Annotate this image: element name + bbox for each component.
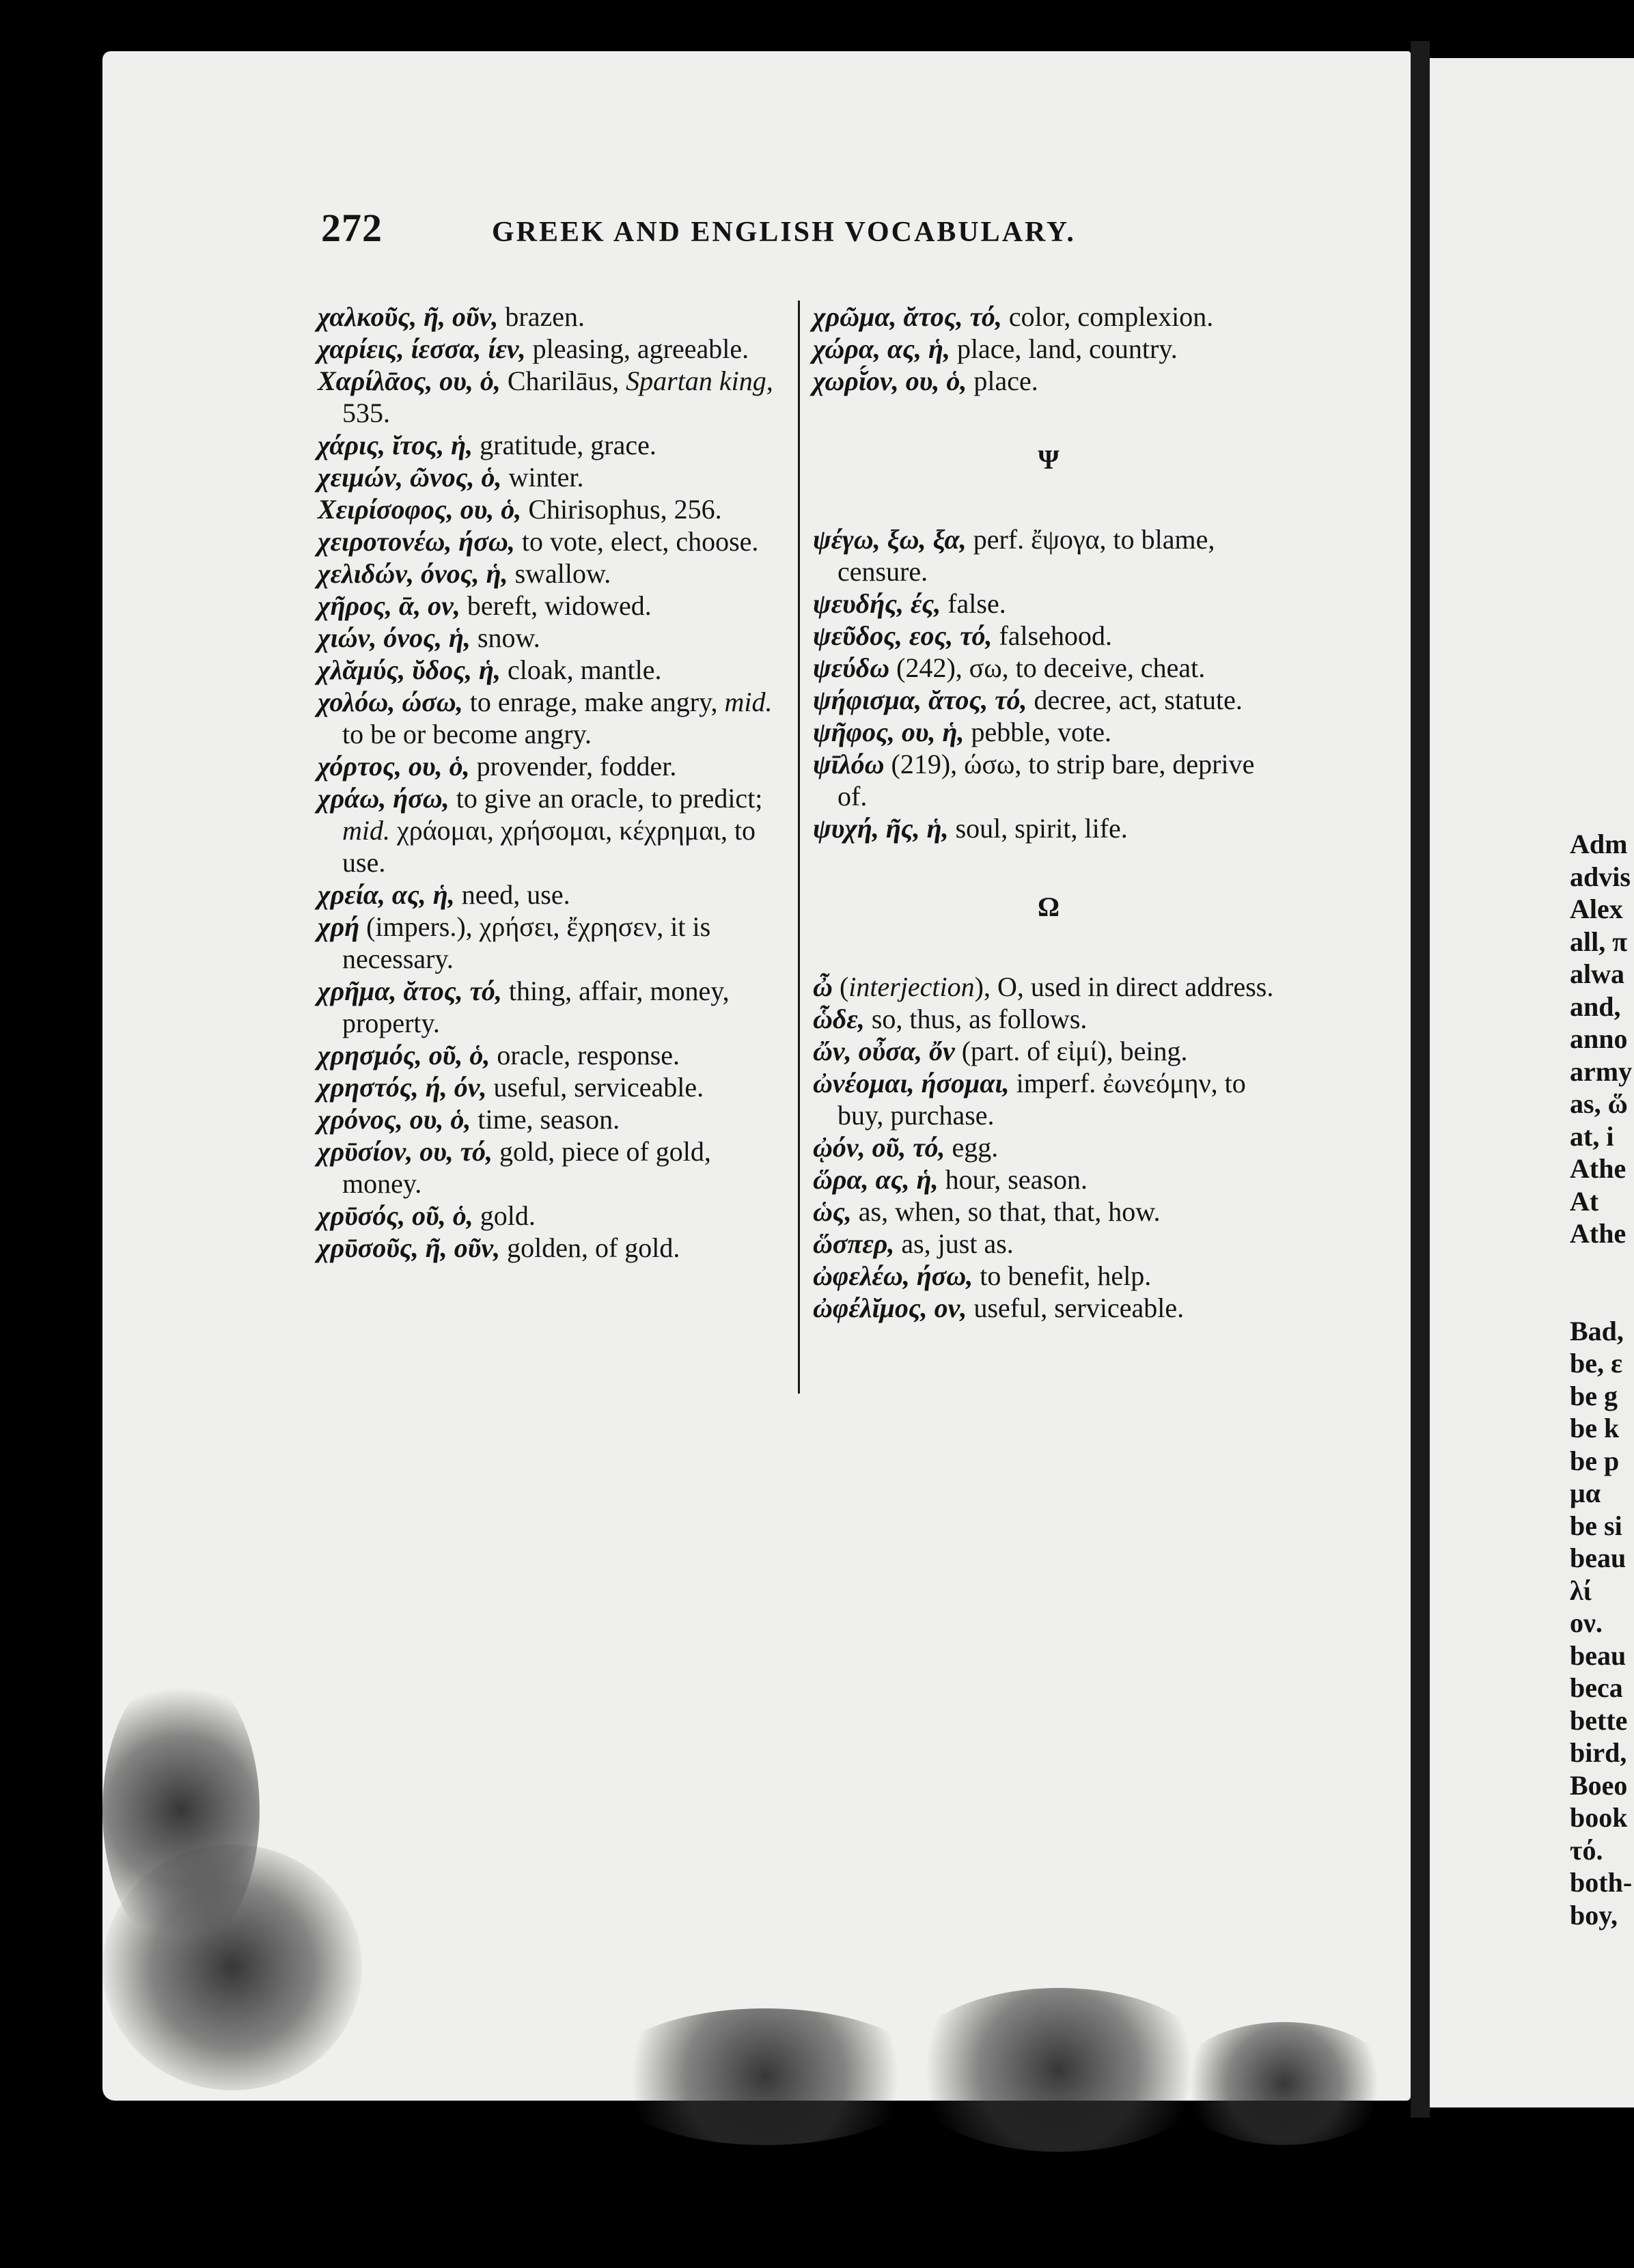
definition-italic: Spartan king,: [626, 365, 773, 396]
facing-line: be p: [1570, 1445, 1620, 1476]
definition: (219), ώσω, to strip bare, deprive of.: [837, 749, 1255, 812]
definition-tail: 535.: [342, 398, 390, 428]
definition: perf. ἔψογα, to blame, censure.: [837, 524, 1215, 587]
vocab-entry: [813, 652, 1284, 684]
definition: as, just as.: [894, 1228, 1014, 1259]
headword: χρῆμα, ᾰτος, τό,: [318, 976, 502, 1006]
definition: pleasing, agreeable.: [525, 333, 749, 364]
vocab-entry: [813, 748, 1284, 812]
headword: χρή: [318, 911, 360, 942]
page-gutter: [1411, 41, 1430, 2118]
vocab-entry: [318, 654, 786, 686]
headword: χρεία, ας, ἡ,: [318, 879, 455, 910]
vocab-entry: [813, 971, 1284, 1003]
definition: (part. of εἰμί), being.: [954, 1036, 1188, 1066]
headword: χειροτονέω, ήσω,: [318, 526, 515, 557]
vocab-entry: [813, 1195, 1284, 1228]
right-column: [813, 301, 1284, 1324]
definition: golden, of gold.: [500, 1232, 680, 1263]
definition: egg.: [945, 1132, 999, 1163]
facing-line: Alex: [1570, 894, 1623, 924]
headword: χράω, ήσω,: [318, 783, 449, 814]
vocab-entry: [318, 622, 786, 654]
headword: χῆρος, ᾱ, ον,: [318, 590, 460, 621]
headword: χωρῐ́ον, ου, ὁ,: [813, 365, 967, 396]
definition: brazen.: [498, 301, 585, 332]
headword: χειμών, ῶνος, ὁ,: [318, 462, 502, 493]
page-header: [321, 205, 1107, 260]
facing-line: anno: [1570, 1023, 1628, 1054]
definition: to enrage, make angry,: [462, 687, 725, 717]
definition: false.: [941, 588, 1006, 619]
headword: ψέγω, ξω, ξα,: [813, 524, 967, 555]
definition-tail: ), O, used in direct address.: [974, 971, 1274, 1002]
headword: ψήφισμα, ᾰτος, τό,: [813, 684, 1027, 715]
definition: thing, affair, money, property.: [342, 976, 730, 1038]
facing-line: be g: [1570, 1380, 1618, 1411]
definition: bereft, widowed.: [460, 590, 652, 621]
page-stain: [102, 1844, 362, 2090]
headword: χλᾰμύς, ῠδος, ἡ,: [318, 654, 501, 685]
headword: χρησμός, οῦ, ὁ,: [318, 1040, 490, 1070]
chi-entries: [813, 301, 1284, 397]
vocab-entry: [813, 301, 1284, 333]
vocab-entry: [813, 587, 1284, 620]
headword: χόρτος, ου, ὁ,: [318, 751, 470, 782]
headword: χαρίεις, ίεσσα, ίεν,: [318, 333, 526, 364]
definition: gold, piece of gold, money.: [342, 1136, 711, 1199]
vocab-entry: [318, 461, 786, 493]
headword: ὡς,: [813, 1196, 852, 1227]
vocab-entry: [318, 686, 786, 750]
facing-line: alwa: [1570, 958, 1624, 989]
facing-line: all, π: [1570, 926, 1628, 957]
headword: ὥσπερ,: [813, 1228, 895, 1259]
facing-line: boy,: [1570, 1899, 1618, 1931]
headword: ψυχή, ῆς, ἡ,: [813, 813, 949, 844]
facing-line: μα: [1570, 1478, 1601, 1508]
vocab-entry: [813, 1035, 1284, 1067]
vocab-entry: [318, 1135, 786, 1200]
vocab-entry: [318, 557, 786, 590]
definition: need, use.: [454, 879, 570, 910]
page-number: 272: [321, 206, 383, 250]
headword: χρόνος, ου, ὁ,: [318, 1104, 471, 1135]
headword: ψευδής, ές,: [813, 588, 941, 619]
facing-line: be k: [1570, 1413, 1620, 1443]
definition: gold.: [473, 1200, 536, 1231]
vocab-entry: [318, 1071, 786, 1103]
headword: ψῑλόω: [813, 749, 885, 779]
psi-entries: [813, 523, 1284, 844]
vocab-entry: [813, 1260, 1284, 1292]
facing-page-text: [1570, 828, 1632, 1931]
facing-line: [1570, 1250, 1632, 1283]
facing-line: bird,: [1570, 1737, 1627, 1768]
section-heading-psi: Ψ: [1038, 444, 1060, 475]
definition: winter.: [501, 462, 584, 493]
definition: to give an oracle, to predict;: [449, 783, 763, 814]
definition: oracle, response.: [490, 1040, 680, 1070]
headword: χαλκοῦς, ῆ, οῦν,: [318, 301, 499, 332]
vocab-entry: [318, 911, 786, 975]
definition-italic: interjection: [848, 971, 975, 1002]
facing-line: advis: [1570, 861, 1631, 892]
headword: Χαρίλᾱος, ου, ὁ,: [318, 365, 501, 396]
definition: pebble, vote.: [964, 717, 1111, 747]
vocab-entry: [813, 333, 1284, 365]
definition: gratitude, grace.: [473, 430, 656, 460]
vocab-entry: [318, 333, 786, 365]
vocab-entry: [813, 365, 1284, 397]
column-rule: [798, 301, 800, 1394]
headword: χρῡσός, οῦ, ὁ,: [318, 1200, 473, 1231]
definition: imperf. ἐωνεόμην, to buy, purchase.: [837, 1068, 1246, 1131]
vocab-entry: [318, 301, 786, 333]
page-stain: [1175, 2022, 1394, 2145]
headword: ὥρα, ας, ἡ,: [813, 1164, 939, 1195]
definition: soul, spirit, life.: [948, 813, 1128, 844]
definition: useful, serviceable.: [967, 1292, 1185, 1323]
vocab-entry: [813, 523, 1284, 587]
vocab-entry: [318, 1200, 786, 1232]
headword: χρῡσοῦς, ῆ, οῦν,: [318, 1232, 501, 1263]
facing-line: be, ε: [1570, 1348, 1623, 1379]
facing-line: Athe: [1570, 1218, 1626, 1249]
facing-line: at, i: [1570, 1120, 1614, 1152]
facing-line: Boeo: [1570, 1769, 1628, 1801]
definition: to vote, elect, choose.: [514, 526, 759, 557]
headword: χάρις, ῐτος, ἡ,: [318, 430, 473, 460]
vocab-entry: [318, 429, 786, 461]
vocab-entry: [813, 1228, 1284, 1260]
facing-line: Adm: [1570, 829, 1628, 859]
definition-tail: χράομαι, χρήσομαι, κέχρημαι, to use.: [342, 815, 756, 878]
vocab-entry: [318, 365, 786, 429]
vocab-entry: [318, 750, 786, 782]
headword: ὠφελέω, ήσω,: [813, 1260, 973, 1291]
definition: (: [832, 971, 849, 1002]
headword: χολόω, ώσω,: [318, 687, 463, 717]
definition: falsehood.: [992, 620, 1112, 651]
omega-entries: [813, 971, 1284, 1324]
vocab-entry: [813, 1067, 1284, 1131]
definition: color, complexion.: [1001, 301, 1214, 332]
page-stain: [601, 2008, 929, 2145]
definition: place.: [967, 365, 1038, 396]
vocab-entry: [318, 975, 786, 1039]
definition: cloak, mantle.: [501, 654, 662, 685]
definition: hour, season.: [938, 1164, 1088, 1195]
definition: Charilāus,: [500, 365, 626, 396]
facing-line: [1570, 1282, 1632, 1315]
headword: χελιδών, όνος, ἡ,: [318, 558, 508, 589]
vocab-entry: [318, 782, 786, 879]
vocab-entry: [813, 1163, 1284, 1195]
facing-line: beca: [1570, 1672, 1623, 1703]
headword: ψῆφος, ου, ἡ,: [813, 717, 965, 747]
vocab-entry: [813, 1131, 1284, 1163]
definition: place, land, country.: [950, 333, 1178, 364]
facing-line: army: [1570, 1055, 1633, 1087]
definition: snow.: [470, 622, 540, 653]
headword: χρῡσίον, ου, τό,: [318, 1136, 493, 1167]
running-head: GREEK AND ENGLISH VOCABULARY.: [492, 217, 1076, 248]
definition: Chirisophus, 256.: [521, 494, 722, 525]
vocab-entry: [318, 879, 786, 911]
facing-line: Bad,: [1570, 1315, 1624, 1346]
headword: ὦ: [813, 971, 833, 1002]
headword: ψεύδω: [813, 652, 890, 683]
definition: so, thus, as follows.: [864, 1004, 1088, 1034]
headword: Χειρίσοφος, ου, ὁ,: [318, 494, 522, 525]
vocab-entry: [813, 684, 1284, 716]
definition: swallow.: [508, 558, 611, 589]
headword: χρῶμα, ᾰτος, τό,: [813, 301, 1002, 332]
headword: ᾠόν, οῦ, τό,: [813, 1132, 945, 1163]
vocab-entry: [318, 1103, 786, 1135]
section-heading-omega: Ω: [1037, 891, 1060, 922]
vocab-entry: [813, 1003, 1284, 1035]
definition: provender, fodder.: [469, 751, 677, 782]
definition: (242), σω, to deceive, cheat.: [889, 652, 1206, 683]
headword: ὠφέλῐμος, ον,: [813, 1292, 967, 1323]
vocab-entry: [318, 493, 786, 525]
headword: ὠνέομαι, ήσομαι,: [813, 1068, 1010, 1098]
definition-italic: mid.: [724, 687, 773, 717]
definition: (impers.), χρήσει, ἔχρησεν, it is necessary.: [342, 911, 711, 974]
facing-line: be si: [1570, 1510, 1622, 1541]
headword: χρηστός, ή, όν,: [318, 1072, 487, 1103]
headword: ὤν, οὖσα, ὄν: [813, 1036, 955, 1066]
headword: ψεῦδος, εος, τό,: [813, 620, 993, 651]
definition: time, season.: [471, 1104, 620, 1135]
definition: as, when, so that, that, how.: [851, 1196, 1161, 1227]
definition: decree, act, statute.: [1027, 684, 1243, 715]
vocab-entry: [813, 812, 1284, 844]
facing-line: ον.: [1570, 1607, 1603, 1638]
facing-line: beau: [1570, 1543, 1626, 1573]
headword: ὧδε,: [813, 1004, 865, 1034]
facing-line: Athe: [1570, 1153, 1626, 1184]
definition: to benefit, help.: [973, 1260, 1152, 1291]
facing-line: book: [1570, 1802, 1628, 1833]
vocab-entry: [813, 716, 1284, 748]
facing-line: λί: [1570, 1575, 1592, 1606]
facing-line: bette: [1570, 1704, 1628, 1736]
left-column: [318, 301, 786, 1264]
vocab-entry: [318, 1232, 786, 1264]
facing-line: τό.: [1570, 1834, 1603, 1866]
definition-italic: mid.: [342, 815, 390, 846]
facing-line: At: [1570, 1185, 1599, 1217]
facing-line: and,: [1570, 991, 1621, 1022]
facing-line: both-: [1570, 1867, 1633, 1898]
facing-line: beau: [1570, 1640, 1626, 1671]
vocab-entry: [318, 525, 786, 557]
headword: χιών, όνος, ἡ,: [318, 622, 471, 653]
page-stain: [902, 1988, 1216, 2152]
vocab-entry: [813, 1292, 1284, 1324]
definition: useful, serviceable.: [486, 1072, 704, 1103]
vocab-entry: [813, 620, 1284, 652]
vocab-entry: [318, 590, 786, 622]
facing-line: as, ὥ: [1570, 1088, 1628, 1119]
vocab-entry: [318, 1039, 786, 1071]
definition-tail: to be or become angry.: [342, 719, 592, 749]
headword: χώρα, ας, ἡ,: [813, 333, 950, 364]
